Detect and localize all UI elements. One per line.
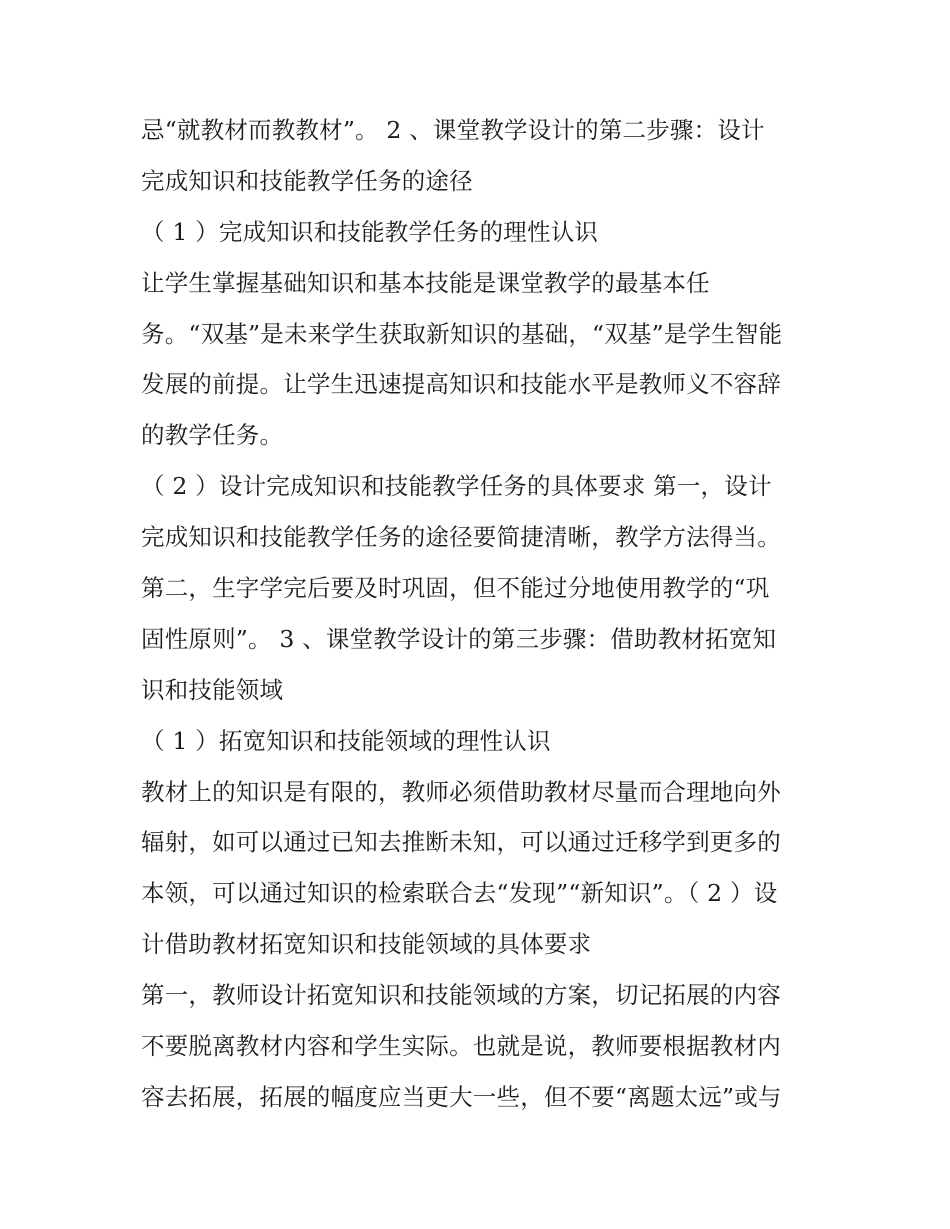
text-line: 完成知识和技能教学任务的途径 bbox=[141, 166, 473, 195]
text-line: 忌“就教材而教教材”。 2 、课堂教学设计的第二步骤：设计 bbox=[141, 116, 765, 144]
text-line: 本领，可以通过知识的检索联合去“发现”“新知识”。（ 2 ）设 bbox=[141, 879, 778, 908]
document-body bbox=[141, 110, 831, 1128]
text-line: 让学生掌握基础知识和基本技能是课堂教学的最基本任 bbox=[141, 268, 710, 297]
text-line: （ 1 ）完成知识和技能教学任务的理性认识 bbox=[141, 217, 599, 246]
text-line: 固性原则”。 3 、课堂教学设计的第三步骤：借助教材拓宽知 bbox=[141, 624, 777, 653]
text-line: 识和技能领域 bbox=[141, 675, 284, 704]
text-line: 辐射，如可以通过已知去推断未知，可以通过迁移学到更多的 bbox=[141, 828, 781, 857]
text-line: 教材上的知识是有限的，教师必须借助教材尽量而合理地向外 bbox=[141, 777, 781, 806]
text-line: 计借助教材拓宽知识和技能领域的具体要求 bbox=[141, 930, 592, 959]
text-line: 第一，教师设计拓宽知识和技能领域的方案，切记拓展的内容 bbox=[141, 981, 781, 1010]
text-line: 发展的前提。让学生迅速提高知识和技能水平是教师义不容辞 bbox=[141, 370, 781, 399]
text-line: 务。“双基”是未来学生获取新知识的基础，“双基”是学生智能 bbox=[141, 319, 783, 348]
text-line: （ 1 ）拓宽知识和技能领域的理性认识 bbox=[141, 726, 551, 755]
text-line: （ 2 ）设计完成知识和技能教学任务的具体要求 第一，设计 bbox=[141, 472, 772, 501]
text-line: 第二，生字学完后要及时巩固，但不能过分地使用教学的“巩 bbox=[141, 574, 770, 603]
text-line: 容去拓展，拓展的幅度应当更大一些，但不要“离题太远”或与 bbox=[141, 1082, 782, 1111]
text-line: 不要脱离教材内容和学生实际。也就是说，教师要根据教材内 bbox=[141, 1032, 781, 1061]
text-line: 完成知识和技能教学任务的途径要简捷清晰，教学方法得当。 bbox=[141, 523, 781, 552]
text-line: 的教学任务。 bbox=[141, 421, 284, 450]
